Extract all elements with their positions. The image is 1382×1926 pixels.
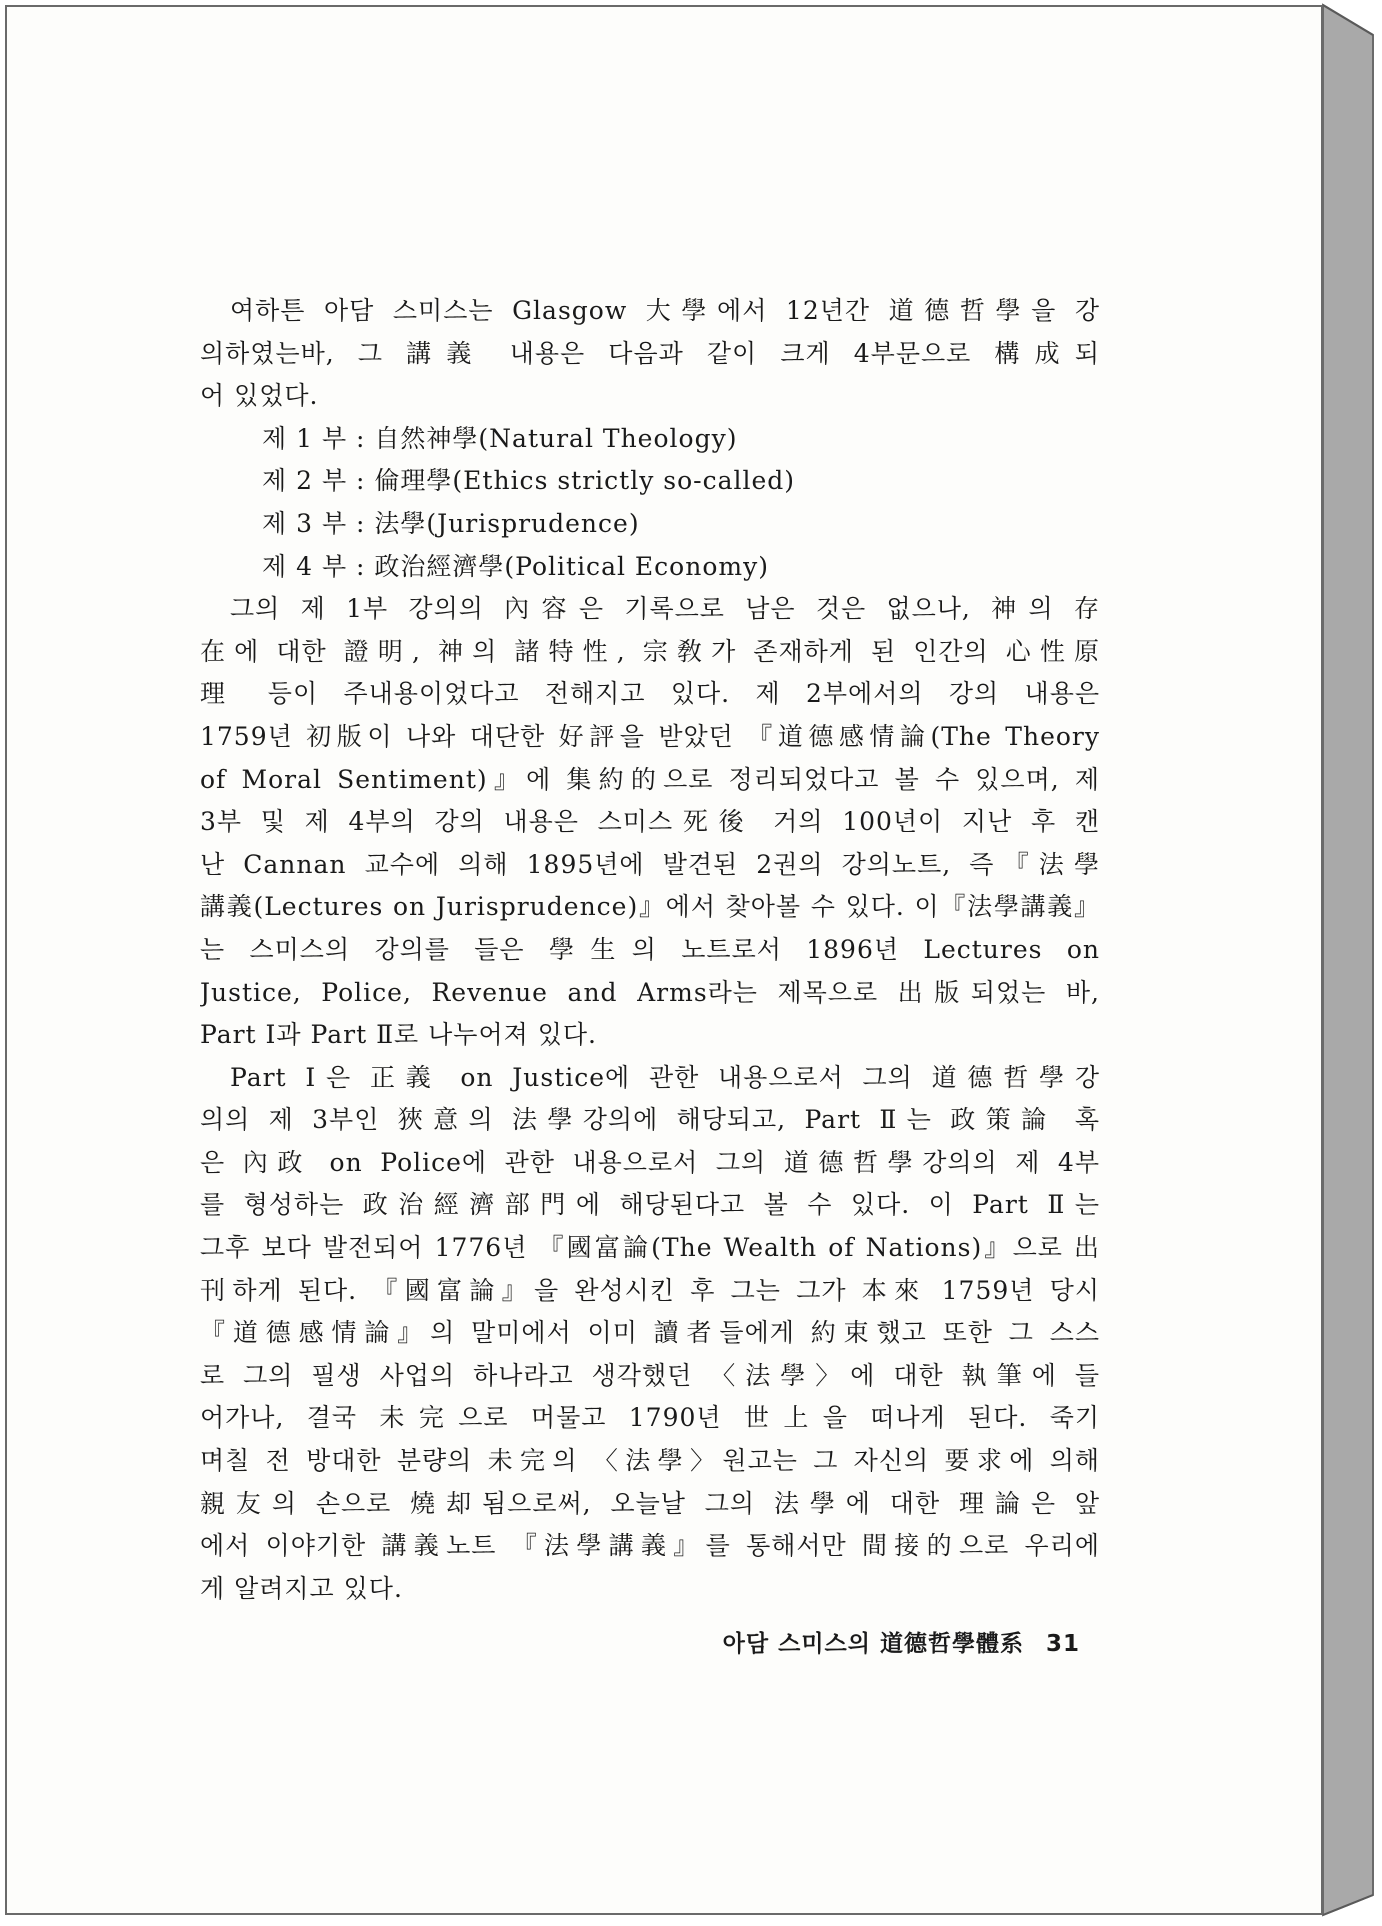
list-item: 제 3 부 : 法學(Jurisprudence)	[262, 508, 640, 538]
running-title: 아담 스미스의 道德哲學體系	[722, 1631, 1024, 1657]
text-line: 를 형성하는 政治經濟部門에 해당된다고 볼 수 있다. 이 Part Ⅱ는	[200, 1190, 1100, 1220]
text-line: 은 內政 on Police에 관한 내용으로서 그의 道德哲學강의의 제 4부	[200, 1147, 1100, 1177]
text-line: 그후 보다 발전되어 1776년 『國富論(The Wealth of Nations)』으로 出	[200, 1233, 1100, 1263]
page-footer	[640, 1625, 1080, 1658]
text-line: Part Ⅰ은 正義 on Justice에 관한 내용으로서 그의 道德哲學강	[230, 1062, 1100, 1092]
text-line: 在에 대한 證明, 神의 諸特性, 宗敎가 존재하게 된 인간의 心性原	[200, 636, 1100, 666]
text-line: 어가나, 결국 未完으로 머물고 1790년 世上을 떠나게 된다. 죽기	[200, 1403, 1100, 1433]
text-line: 어 있었다.	[200, 381, 319, 411]
text-line: 에서 이야기한 講義노트 『法學講義』를 통해서만 間接的으로 우리에	[200, 1531, 1100, 1561]
text-line: 理 등이 주내용이었다고 전해지고 있다. 제 2부에서의 강의 내용은	[200, 679, 1100, 709]
text-line: 親友의 손으로 燒却됨으로써, 오늘날 그의 法學에 대한 理論은 앞	[200, 1488, 1100, 1518]
page-number: 31	[1045, 1631, 1080, 1657]
text-line: 게 알려지고 있다.	[200, 1573, 403, 1603]
text-line: 난 Cannan 교수에 의해 1895년에 발견된 2권의 강의노트, 즉『法學	[200, 849, 1100, 879]
text-line: 의하였는바, 그 講義 내용은 다음과 같이 크게 4부문으로 構成되	[200, 338, 1100, 368]
list-item: 제 2 부 : 倫理學(Ethics strictly so-called)	[262, 466, 796, 496]
text-line: 講義(Lectures on Jurisprudence)』에서 찾아볼 수 있다. 이『法學講義』	[200, 892, 1100, 922]
text-line: Part Ⅰ과 Part Ⅱ로 나누어져 있다.	[200, 1020, 597, 1050]
list-item: 제 4 부 : 政治經濟學(Political Economy)	[262, 551, 769, 581]
body-text	[200, 290, 1100, 1610]
text-line: 며칠 전 방대한 분량의 未完의 〈法學〉원고는 그 자신의 要求에 의해	[200, 1446, 1100, 1476]
text-line: 는 스미스의 강의를 들은 學生의 노트로서 1896년 Lectures on	[200, 934, 1100, 964]
text-line: Justice, Police, Revenue and Arms라는 제목으로 出版되었는 바,	[200, 977, 1100, 1007]
text-line: 여하튼 아담 스미스는 Glasgow 大學에서 12년간 道德哲學을 강	[230, 296, 1100, 325]
text-line: 의의 제 3부인 狹意의 法學강의에 해당되고, Part Ⅱ는 政策論 혹	[200, 1105, 1100, 1135]
text-line: 그의 제 1부 강의의 內容은 기록으로 남은 것은 없으나, 神의 存	[230, 594, 1100, 624]
list-item: 제 1 부 : 自然神學(Natural Theology)	[262, 423, 738, 453]
text-line: of Moral Sentiment)』에 集約的으로 정리되었다고 볼 수 있으며, 제	[200, 764, 1100, 794]
text-line: 1759년 初版이 나와 대단한 好評을 받았던 『道德感情論(The Theory	[200, 721, 1100, 751]
text-line: 刊하게 된다. 『國富論』을 완성시킨 후 그는 그가 本來 1759년 당시	[200, 1275, 1100, 1305]
text-line: 로 그의 필생 사업의 하나라고 생각했던 〈法學〉에 대한 執筆에 들	[200, 1360, 1100, 1390]
text-line: 3부 및 제 4부의 강의 내용은 스미스死後 거의 100년이 지난 후 캔	[200, 807, 1100, 837]
text-line: 『道德感情論』의 말미에서 이미 讀者들에게 約束했고 또한 그 스스	[200, 1318, 1100, 1348]
